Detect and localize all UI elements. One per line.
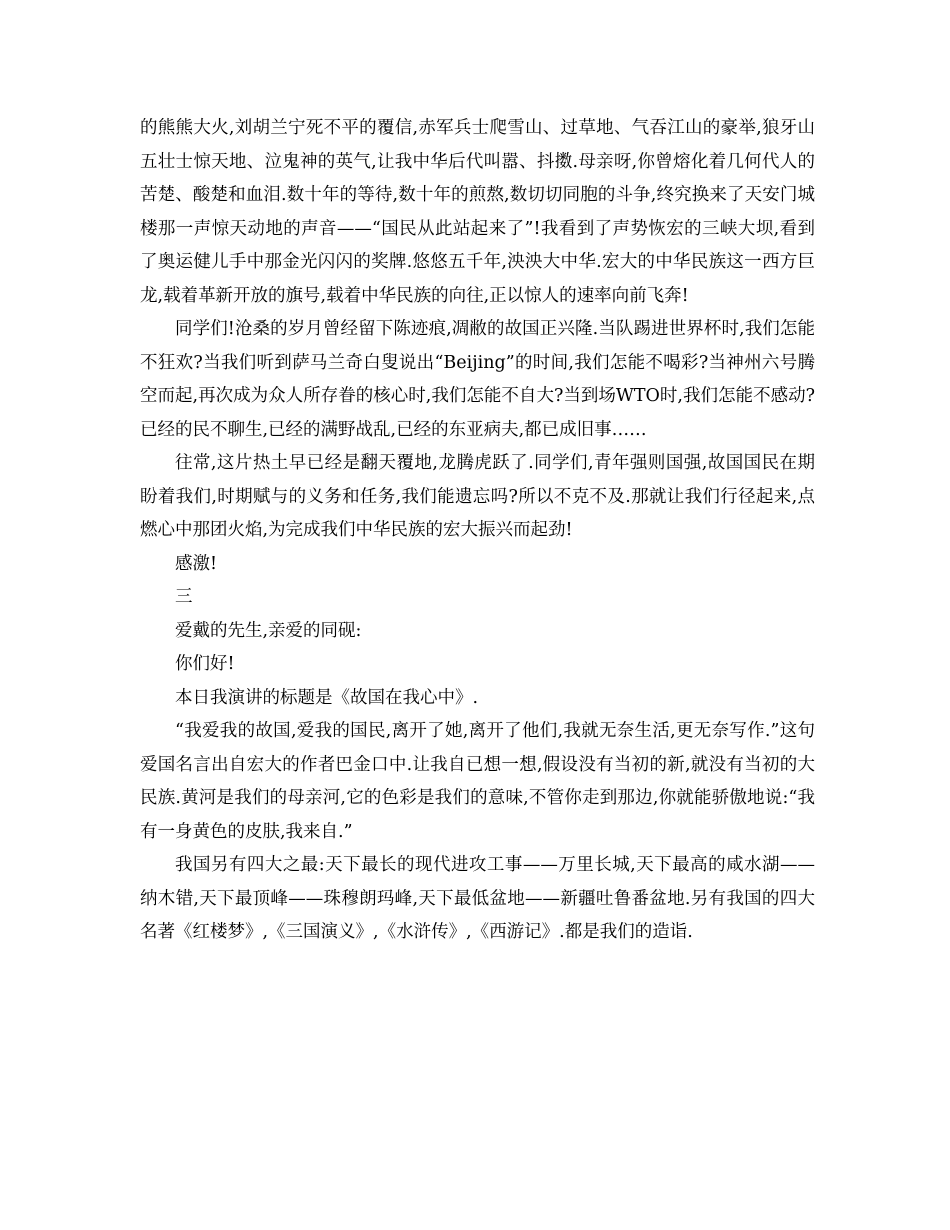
paragraph-history: 的熊熊大火,刘胡兰宁死不平的覆信,赤军兵士爬雪山、过草地、气吞江山的豪举,狼牙山五壮士惊天地、泣鬼神的英气,让我中华后代叫嚣、抖擞.母亲呀,你曾熔化着几何代人的苦楚、酸楚和血泪.数十年的等待,数十年的煎熬,数切切同胞的斗争,终究换来了天安门城楼那一声惊天动地的声音——“国民从此站起来了”!我看到了声势恢宏的三峡大坝,看到了奥运健儿手中那金光闪闪的奖牌.悠悠五千年,泱泱大中华.宏大的中华民族这一西方巨龙,载着革新开放的旗号,载着中华民族的向往,正以惊人的速率向前飞奔!: [140, 118, 815, 306]
section-number: 三: [175, 587, 193, 607]
paragraph-classmates: 同学们!沧桑的岁月曾经留下陈迹痕,凋敝的故国正兴隆.当队踢进世界杯时,我们怎能不狂欢?当我们听到萨马兰奇白叟说出“Beijing”的时间,我们怎能不喝彩?当神州六号腾空而起,再次成为众人所存眷的核心时,我们怎能不自大?当到场WTO时,我们怎能不感动?已经的民不聊生,已经的满野战乱,已经的东亚病夫,都已成旧事……: [140, 319, 815, 440]
greeting: 你们好!: [175, 654, 235, 674]
thanks-line: 感激!: [175, 553, 218, 574]
salutation: 爱戴的先生,亲爱的同砚:: [175, 620, 362, 641]
speech-title-line: 本日我演讲的标题是《故国在我心中》.: [175, 687, 479, 708]
document-page: [140, 112, 815, 950]
paragraph-today: 往常,这片热土早已经是翻天覆地,龙腾虎跃了.同学们,青年强则国强,故国国民在期盼着我们,时期赋与的义务和任务,我们能遗忘吗?所以不克不及.那就让我们行径起来,点燃心中那团火焰,为完成我们中华民族的宏大振兴而起劲!: [140, 453, 815, 540]
paragraph-four-superlatives: 我国另有四大之最:天下最长的现代进攻工事——万里长城,天下最高的咸水湖——纳木错,天下最顶峰——珠穆朗玛峰,天下最低盆地——新疆吐鲁番盆地.另有我国的四大名著《红楼梦》,《三国演义》,《水浒传》,《西游记》.都是我们的造诣.: [140, 855, 815, 942]
paragraph-quote: “我爱我的故国,爱我的国民,离开了她,离开了他们,我就无奈生活,更无奈写作.”这句爱国名言出自宏大的作者巴金口中.让我自已想一想,假设没有当初的新,就没有当初的大民族.黄河是我们的母亲河,它的色彩是我们的意味,不管你走到那边,你就能骄傲地说:“我有一身黄色的皮肤,我来自.”: [140, 721, 815, 842]
